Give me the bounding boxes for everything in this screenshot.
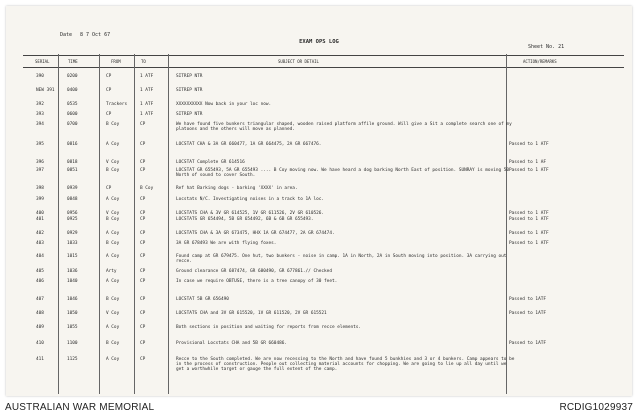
table-row — [23, 122, 624, 138]
cell-time: 0818 — [67, 160, 78, 165]
cell-serial: 407 — [36, 297, 44, 302]
cell-action: Passed to 1 ATF — [509, 217, 549, 222]
cell-subject: LOCSTATS CHA and 3V GR 615520, 1V GR 611520, 2V GR 615521 — [176, 311, 327, 316]
cell-to: CP — [140, 217, 146, 222]
cell-action: Passed to 1ATF — [509, 297, 547, 302]
table-row — [23, 168, 624, 184]
col-time: TIME — [68, 58, 78, 64]
cell-serial: 401 — [36, 217, 44, 222]
cell-subject: XXXXXXXXXX Now back in your loc now. — [176, 102, 272, 107]
cell-subject: Ground clearance GR 687474, GR 680490, GR 677861.// Checked — [176, 269, 332, 274]
cell-from: B Coy — [106, 168, 120, 173]
table-row — [23, 325, 624, 333]
cell-time: 0816 — [67, 142, 78, 147]
cell-from: CP — [106, 74, 112, 79]
cell-time: 1036 — [67, 269, 78, 274]
cell-to: B Coy — [140, 186, 154, 191]
footer-right: RCDIG1029937 — [559, 402, 633, 413]
cell-subject: Locstats N/C. Investigating noises in a track to 1A loc. — [176, 197, 325, 202]
cell-to: CP — [140, 160, 146, 165]
col-serial: SERIAL — [35, 58, 50, 64]
log-sheet — [6, 6, 632, 396]
cell-subject: LOCSTATS GR 654494, 5B GR 654492, 6B & 6B GR 655493. — [176, 217, 314, 222]
cell-subject: SITREP NTR — [176, 88, 203, 93]
table-row — [23, 88, 624, 96]
cell-time: 1050 — [67, 311, 78, 316]
cell-from: A Coy — [106, 357, 120, 362]
date-label: Date — [60, 32, 73, 38]
cell-serial: 402 — [36, 231, 44, 236]
cell-from: B Coy — [106, 241, 120, 246]
cell-from: A Coy — [106, 254, 120, 259]
cell-from: Trackers — [106, 102, 128, 107]
cell-serial: 403 — [36, 241, 44, 246]
cell-serial: 399 — [36, 197, 44, 202]
table-row — [23, 357, 624, 387]
col-to: TO — [141, 58, 146, 64]
cell-serial: 405 — [36, 269, 44, 274]
col-subject: SUBJECT OR DETAIL — [278, 58, 319, 64]
table-row — [23, 241, 624, 249]
cell-serial: 408 — [36, 311, 44, 316]
cell-to: CP — [140, 231, 146, 236]
cell-to: CP — [140, 311, 146, 316]
cell-subject: We have found five bunkers triangular shaped, wooden raised platform affile ground. Will give a Sit a complete search one of my platoons and the others will move as planned. — [176, 122, 512, 132]
cell-to: CP — [140, 168, 146, 173]
cell-time: 1015 — [67, 254, 78, 259]
table-row — [23, 311, 624, 319]
cell-to: CP — [140, 122, 146, 127]
cell-time: 0925 — [67, 217, 78, 222]
cell-serial: 411 — [36, 357, 44, 362]
cell-subject: SITREP NTR — [176, 74, 203, 79]
cell-serial: 390 — [36, 74, 44, 79]
cell-serial: 409 — [36, 325, 44, 330]
sheet-number-label — [528, 44, 564, 50]
cell-from: B Coy — [106, 217, 120, 222]
cell-from: V Coy — [106, 160, 120, 165]
cell-time: 1125 — [67, 357, 78, 362]
cell-to: CP — [140, 279, 146, 284]
cell-to: CP — [140, 357, 146, 362]
cell-subject: LOCSTAT 5B GR 656490 — [176, 297, 229, 302]
cell-serial: 394 — [36, 122, 44, 127]
cell-serial: 396 — [36, 160, 44, 165]
cell-serial: 406 — [36, 279, 44, 284]
archive-footer — [0, 399, 639, 416]
cell-to: CP — [140, 297, 146, 302]
cell-subject: LOCSTAT Complete GR 614516 — [176, 160, 245, 165]
col-from: FROM — [111, 58, 121, 64]
cell-from: A Coy — [106, 325, 120, 330]
table-row — [23, 279, 624, 287]
cell-time: 0200 — [67, 74, 78, 79]
cell-time: 0956 — [67, 211, 78, 216]
sheet-label: Sheet No. — [528, 44, 556, 50]
cell-to: 1 ATF — [140, 102, 154, 107]
footer-left: AUSTRALIAN WAR MEMORIAL — [5, 402, 155, 413]
cell-serial: NEW 391 — [36, 88, 55, 93]
table-row — [23, 186, 624, 194]
cell-from: A Coy — [106, 231, 120, 236]
cell-from: B Coy — [106, 122, 120, 127]
cell-time: 0400 — [67, 88, 78, 93]
cell-to: CP — [140, 269, 146, 274]
cell-from: CP — [106, 186, 112, 191]
cell-action: Passed to 1 ATF — [509, 211, 549, 216]
table-row — [23, 112, 624, 120]
cell-action: Passed to 1 ATF — [509, 241, 549, 246]
cell-subject: Both sections in position and waiting for reports from recce elements. — [176, 325, 362, 330]
cell-serial: 393 — [36, 112, 44, 117]
cell-subject: Found camp at GR 679475. One hut, two bunkers - noise in camp. 1A in North, 2A in South moving into position. 3A carrying out recce. — [176, 254, 507, 264]
cell-time: 0535 — [67, 102, 78, 107]
cell-to: CP — [140, 142, 146, 147]
cell-serial: 404 — [36, 254, 44, 259]
date-value: 8 7 Oct 67 — [80, 32, 111, 38]
cell-from: B Coy — [106, 341, 120, 346]
page-title: EXAM OPS LOG — [299, 39, 339, 45]
cell-action: Passed to 1 AF — [509, 160, 547, 165]
cell-action: Passed to 1ATF — [509, 311, 547, 316]
cell-serial: 395 — [36, 142, 44, 147]
cell-action: Passed to 1 ATF — [509, 168, 549, 173]
cell-from: CP — [106, 112, 112, 117]
table-row — [23, 341, 624, 349]
cell-to: CP — [140, 241, 146, 246]
cell-to: 1 ATF — [140, 88, 154, 93]
cell-action: Passed to 1 ATF — [509, 142, 549, 147]
table-row — [23, 254, 624, 270]
col-action: ACTION/REMARKS — [523, 58, 557, 64]
table-row — [23, 102, 624, 110]
cell-serial: 400 — [36, 211, 44, 216]
cell-to: 1 ATF — [140, 112, 154, 117]
cell-time: 0939 — [67, 186, 78, 191]
cell-time: 1033 — [67, 241, 78, 246]
cell-time: 0929 — [67, 231, 78, 236]
cell-from: A Coy — [106, 142, 120, 147]
cell-subject: In case we require OBTUSE, there is a tree canopy of 30 feet. — [176, 279, 338, 284]
cell-subject: SITREP NTR — [176, 112, 203, 117]
table-row — [23, 231, 624, 239]
cell-action: Passed to 1ATF — [509, 341, 547, 346]
table-row — [23, 74, 624, 82]
cell-to: CP — [140, 325, 146, 330]
cell-time: 0851 — [67, 168, 78, 173]
cell-from: B Coy — [106, 297, 120, 302]
cell-from: V Coy — [106, 211, 120, 216]
cell-subject: LOCSTAT GR 655493, 5A GR 655493 .... B Coy moving now. We have heard a dog barking North East of position. SUNRAY is moving 50 North of sound to cover South. — [176, 168, 510, 178]
table-row — [23, 142, 624, 150]
cell-serial: 410 — [36, 341, 44, 346]
cell-from: A Coy — [106, 197, 120, 202]
cell-subject: 3A GR 678493 We are with flying foxes. — [176, 241, 277, 246]
cell-to: CP — [140, 341, 146, 346]
cell-from: Arty — [106, 269, 117, 274]
cell-to: CP — [140, 254, 146, 259]
cell-time: 1100 — [67, 341, 78, 346]
cell-time: 0700 — [67, 122, 78, 127]
cell-time: 1040 — [67, 279, 78, 284]
cell-from: A Coy — [106, 279, 120, 284]
cell-to: CP — [140, 197, 146, 202]
table-row — [23, 269, 624, 277]
cell-from: CP — [106, 88, 112, 93]
cell-to: 1 ATF — [140, 74, 154, 79]
cell-time: 0848 — [67, 197, 78, 202]
cell-subject: LOCSTAT CHA & 3A GR 660477, 1A GR 664475, 2A GR 667476. — [176, 142, 322, 147]
cell-time: 0600 — [67, 112, 78, 117]
cell-action: Passed to 1 ATF — [509, 231, 549, 236]
cell-subject: Ref hat Barking dogs - barking 'XXXX' in area. — [176, 186, 298, 191]
cell-serial: 398 — [36, 186, 44, 191]
column-header-row — [23, 55, 624, 68]
table-row — [23, 197, 624, 205]
cell-from: V Coy — [106, 311, 120, 316]
cell-time: 1046 — [67, 297, 78, 302]
cell-subject: Recce to the South completed. We are now recessing to the North and have found 5 bunkhies and 3 or 4 bunkers. Camp appears to be in the process of construction. People out collecting material accounts for chopping. We are going to lie up all day until we get a worthwhile target or gauge the full extent of the camp. — [176, 357, 515, 372]
cell-subject: LOCSTATS CHA & 3A GR 673475, HHX 1A GR 674477, 2A GR 674474. — [176, 231, 335, 236]
table-row — [23, 297, 624, 305]
cell-serial: 392 — [36, 102, 44, 107]
cell-subject: LOCSTATS CHA & 3V GR 614525, 1V GR 611526, 2V GR 610526. — [176, 211, 325, 216]
cell-to: CP — [140, 211, 146, 216]
cell-subject: Provisional Locstats CHA and 5B GR 660486. — [176, 341, 288, 346]
sheet-value: 21 — [558, 44, 565, 50]
table-row — [23, 160, 624, 168]
cell-time: 1055 — [67, 325, 78, 330]
table-row — [23, 217, 624, 225]
cell-serial: 397 — [36, 168, 44, 173]
